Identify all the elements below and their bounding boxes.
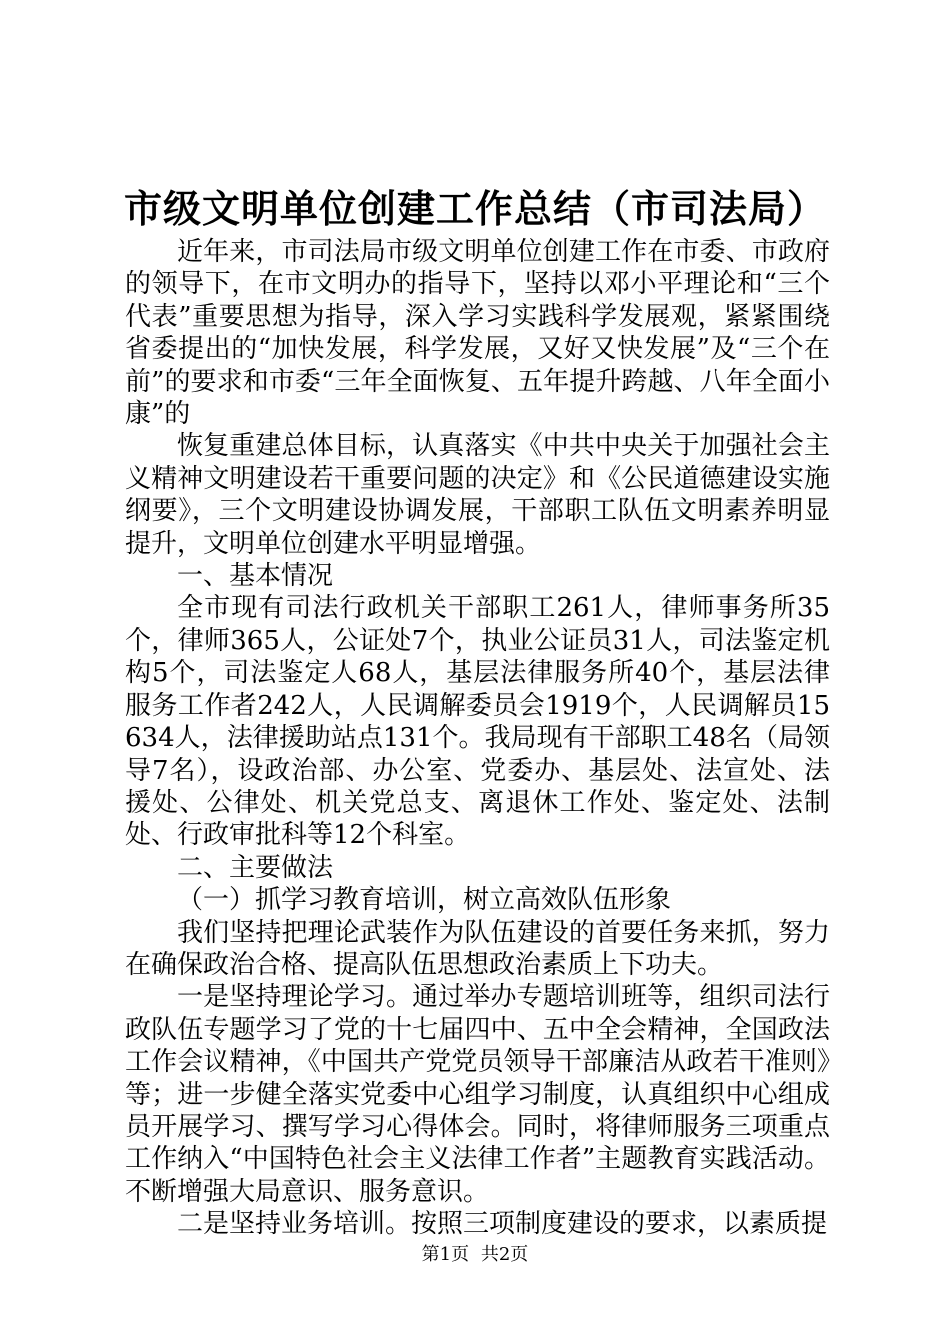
paragraph-goal: 恢复重建总体目标，认真落实《中共中央关于加强社会主义精神文明建设若干重要问题的决定》和《公民道德建设实施纲要》，三个文明建设协调发展，干部职工队伍文明素养明显提升，文明单位创建水平明显增强。 <box>125 431 830 559</box>
section-heading-main-practices: 二、主要做法 <box>177 852 334 883</box>
paragraph-business-training: 二是坚持业务培训。按照三项制度建设的要求，以素质提 <box>177 1209 828 1240</box>
page-number: 第1页 <box>421 1244 470 1265</box>
section-heading-basic-situation: 一、基本情况 <box>177 561 334 592</box>
page-total: 共2页 <box>480 1244 529 1265</box>
document-title: 市级文明单位创建工作总结（市司法局） <box>123 186 826 231</box>
subsection-heading-training: （一）抓学习教育培训，树立高效队伍形象 <box>177 885 672 916</box>
paragraph-theory-study: 一是坚持理论学习。通过举办专题培训班等，组织司法行政队伍专题学习了党的十七届四中、五中全会精神，全国政法工作会议精神，《中国共产党党员领导干部廉洁从政若干准则》等；进一步健全落实党委中心组学习制度，认真组织中心组成员开展学习、撰写学习心得体会。同时，将律师服务三项重点工作纳入“中国特色社会主义法律工作者”主题教育实践活动。不断增强大局意识、服务意识。 <box>125 982 830 1207</box>
document-body <box>125 236 830 1241</box>
paragraph-basic-situation: 全市现有司法行政机关干部职工261人，律师事务所35个，律师365人，公证处7个，执业公证员31人，司法鉴定机构5个，司法鉴定人68人，基层法律服务所40个，基层法律服务工作者242人，人民调解委员会1919个，人民调解员15634人，法律援助站点131个。我局现有干部职工48名（局领导7名），设政治部、办公室、党委办、基层处、法宣处、法援处、公律处、机关党总支、离退休工作处、鉴定处、法制处、行政审批科等12个科室。 <box>125 593 830 851</box>
paragraph-theory-arming: 我们坚持把理论武装作为队伍建设的首要任务来抓，努力在确保政治合格、提高队伍思想政治素质上下功夫。 <box>125 917 830 980</box>
paragraph-intro: 近年来，市司法局市级文明单位创建工作在市委、市政府的领导下，在市文明办的指导下，坚持以邓小平理论和“三个代表”重要思想为指导，深入学习实践科学发展观，紧紧围绕省委提出的“加快发展，科学发展，又好又快发展”及“三个在前”的要求和市委“三年全面恢复、五年提升跨越、八年全面小康”的 <box>125 237 830 430</box>
page-footer <box>0 1244 950 1266</box>
